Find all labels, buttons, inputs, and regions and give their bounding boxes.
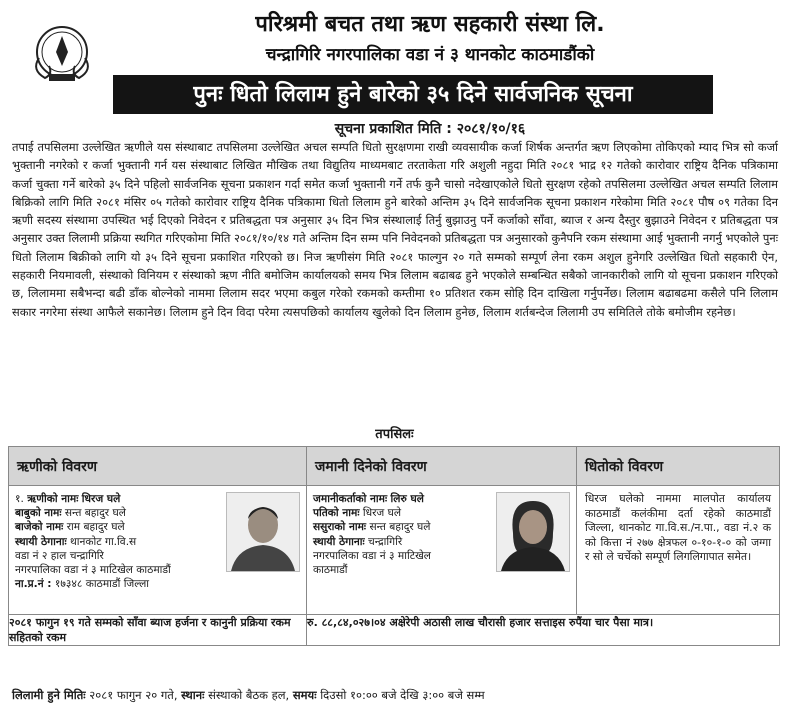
borrower-father: सन्त बहादुर घले	[64, 507, 126, 520]
table-row	[9, 615, 780, 646]
details-heading: तपसिलः	[375, 427, 414, 442]
publish-date-label: सूचना प्रकाशित मिति :	[334, 121, 452, 137]
guarantor-name: लिरु घले	[390, 493, 424, 505]
auction-place-label: स्थानः	[181, 688, 205, 702]
auction-time: दिउसो १०:०० बजे देखि ३:०० बजे सम्म	[320, 688, 485, 702]
borrower-name-label: ऋणीको नामः	[27, 493, 79, 505]
auction-date: २०८१ फागुन २० गते,	[89, 688, 178, 702]
publish-date-value: २०८१/१०/१६	[456, 121, 526, 137]
borrower-name: धिरज घले	[81, 493, 121, 505]
guarantor-photo	[496, 492, 570, 572]
collateral-details: धिरज घलेको नाममा मालपोत कार्यालय काठमाडौं कलंकीमा दर्ता रहेको काठमाडौं जिल्ला, थानकोट गा.वि.स./न.पा., वडा नं.२ क को कित्ता नं २७७ क्षेत्रफल ०-१०-१-० को जग्गा र सो ले चर्चेको सम्पूर्ण लिगलिगापात समेत।	[585, 492, 771, 564]
borrower-grandfather-label: बाजेको नामः	[15, 521, 64, 534]
organization-name: परिश्रमी बचत तथा ऋण सहकारी संस्था लि.	[255, 12, 605, 37]
guarantor-name-label: जमानीकर्ताको नामः	[313, 493, 388, 505]
borrower-citizenship-label: ना.प्र.नं :	[15, 578, 52, 591]
guarantor-cell	[307, 486, 577, 615]
notice-title-banner: पुनः धितो लिलाम हुने बारेको ३५ दिने सार्वजनिक सूचना	[113, 75, 713, 114]
borrower-grandfather: राम बहादुर घले	[66, 521, 125, 534]
borrower-perm-address: थानकोट गा.वि.स	[70, 535, 137, 548]
auction-date-label: लिलामी हुने मितिः	[12, 688, 86, 702]
publish-date	[150, 119, 710, 138]
auction-info	[12, 688, 782, 703]
borrower-cell	[9, 486, 307, 615]
guarantor-perm-label: स्थायी ठेगानाः	[313, 535, 365, 548]
borrower-photo	[226, 492, 300, 572]
guarantor-husband: धिरज घले	[362, 507, 402, 520]
table-header-row	[9, 447, 780, 486]
auction-time-label: समयः	[292, 688, 317, 702]
guarantor-father-in-law: सन्त बहादुर घले	[369, 521, 431, 534]
header-guarantor: जमानी दिनेको विवरण	[307, 447, 577, 486]
table-row	[9, 486, 780, 615]
auction-place: संस्थाको बैठक हल,	[208, 688, 290, 702]
borrower-current-address: नगरपालिका वडा नं ३ माटिखेल काठमाडौं	[15, 564, 171, 577]
guarantor-perm-address-3: काठमाडौं	[313, 564, 348, 577]
dues-label: २०८१ फागुन १९ गते सम्मको साँवा ब्याज हर्जना र कानुनी प्रक्रिया रकम सहितको रकम	[9, 615, 307, 646]
cooperative-logo-icon	[27, 22, 97, 84]
organization-address: चन्द्रागिरि नगरपालिका वडा नं ३ थानकोट काठमाडौंको	[265, 45, 595, 65]
header-borrower: ऋणीको विवरण	[9, 447, 307, 486]
notice-body-text: तपाई तपसिलमा उल्लेखित ऋणीले यस संस्थाबाट तपसिलमा उल्लेखित अचल सम्पति धितो सुरक्षणमा राखी व्यवसायीक कर्जा शिर्षक अन्तर्गत ऋण लिएकोमा तोकिएको म्याद भित्र सो कर्जा भुक्तानी नगरेको र कर्जा भुक्तानी गर्न यस संस्थाबाट लिखित मौखिक तथा विद्युतिय माध्यमबाट तरताकेता गरि अशुली नहुदा मिति २०८१ भाद्र १२ गतेको कारोवार राष्ट्रिय दैनिक पत्रिकामा कर्जा चुक्ता गर्ने बारेको ३५ दिने पहिलो सार्वजनिक सूचना प्रकाशन गर्दा समेत कर्जा भुक्तानी गर्ने तर्फ कुनै चासो नदेखाएकोले धितो सुरक्षण रहेको तपसिलमा उल्लेखित अचल सम्पति लिलाम बिक्रिको लागि मिति २०८१ मंसिर ०५ गतेको कारोवार राष्ट्रिय दैनिक पत्रिकामा धितो लिलाम हुने बारेको अन्तिम ३५ दिने सार्वजनिक सूचना प्रकाशन गरेकोमा मिति २०८१ पौष ०९ गतेका दिन ऋणी सदस्य संस्थामा उपस्थित भई दिएको निवेदन र प्रतिबद्धता पत्र अनुसार ३५ दिन भित्र संस्थालाई तिर्नु बुझाउनु पर्ने कर्जाको साँवा, ब्याज र अन्य दैस्तुर बुझाउने निवेदन र प्रतिबद्धता पत्र अनुसार उक्त लिलामी प्रक्रिया स्थगित गरिएकोमा मिति २०८१/१०/१४ गते अन्तिम दिन सम्म पनि निवेदनको प्रतिबद्धता पत्र अनुसारको कुनैपनि रकम संस्थामा आई भुक्तानी नगर्नु भएकोले पुनः धितो लिलाम बिक्रीको लागि यो ३५ दिने सूचना प्रकाशित गरिएको छ। निज ऋणीसंग मिति २०८१ फाल्गुन २० गते सम्मको सम्पूर्ण लेना रकम अशुल हुनेगरि उल्लेखित धितो सहकारी ऐन, सहकारी नियमावली, संस्थाको विनियम र संस्थाको ऋण नीति बमोजिम कार्यालयको समय भित्र लिलाम बढाबढ हुने भएकोले सम्बन्धित सबैको जानकारीको लागि यो सूचना प्रकाशन गरिएको छ, लिलाममा सबैभन्दा बढी डाँक बोल्नेको नाममा लिलाम सदर भएमा कबुल गरेको रकमको कम्तीमा १० प्रतिशत रकम सोहि दिन दाखिला गर्नुपर्नेछ। लिलाम बढाबढमा कसैले पनि लिलाम सकार नगरेमा संस्था आफैले सकानेछ। लिलाम हुने दिन विदा परेमा त्यसपछिको कार्यालय खुलेको दिन लिलाम हुनेछ, लिलाम शर्तबन्देज लिलामी उप समितिले तोके बमोजीम रहनेछ।	[12, 140, 778, 319]
borrower-perm-label: स्थायी ठेगानाः	[15, 535, 67, 548]
borrower-father-label: बाबुको नामः	[15, 507, 62, 520]
guarantor-perm-address-2: नगरपालिका वडा नं ३ माटिखेल	[313, 549, 431, 562]
guarantor-father-in-law-label: ससुराको नामः	[313, 521, 367, 534]
borrower-perm-address-2: वडा नं २ हाल चन्द्रागिरि	[15, 549, 104, 562]
guarantor-husband-label: पतिको नामः	[313, 507, 360, 520]
borrower-citizenship: १७३४८ काठमाडौं जिल्ला	[54, 578, 150, 591]
borrower-index: १.	[15, 493, 24, 505]
header-collateral: धितोको विवरण	[577, 447, 780, 486]
collateral-cell	[577, 486, 780, 615]
details-table	[8, 446, 780, 646]
dues-amount: रु. ८८,८४,०२७।०४ अक्षेरेपी अठासी लाख चौरासी हजार सत्ताइस रुपैंया चार पैसा मात्र।	[307, 615, 780, 646]
guarantor-perm-address: चन्द्रागिरि	[368, 535, 403, 548]
